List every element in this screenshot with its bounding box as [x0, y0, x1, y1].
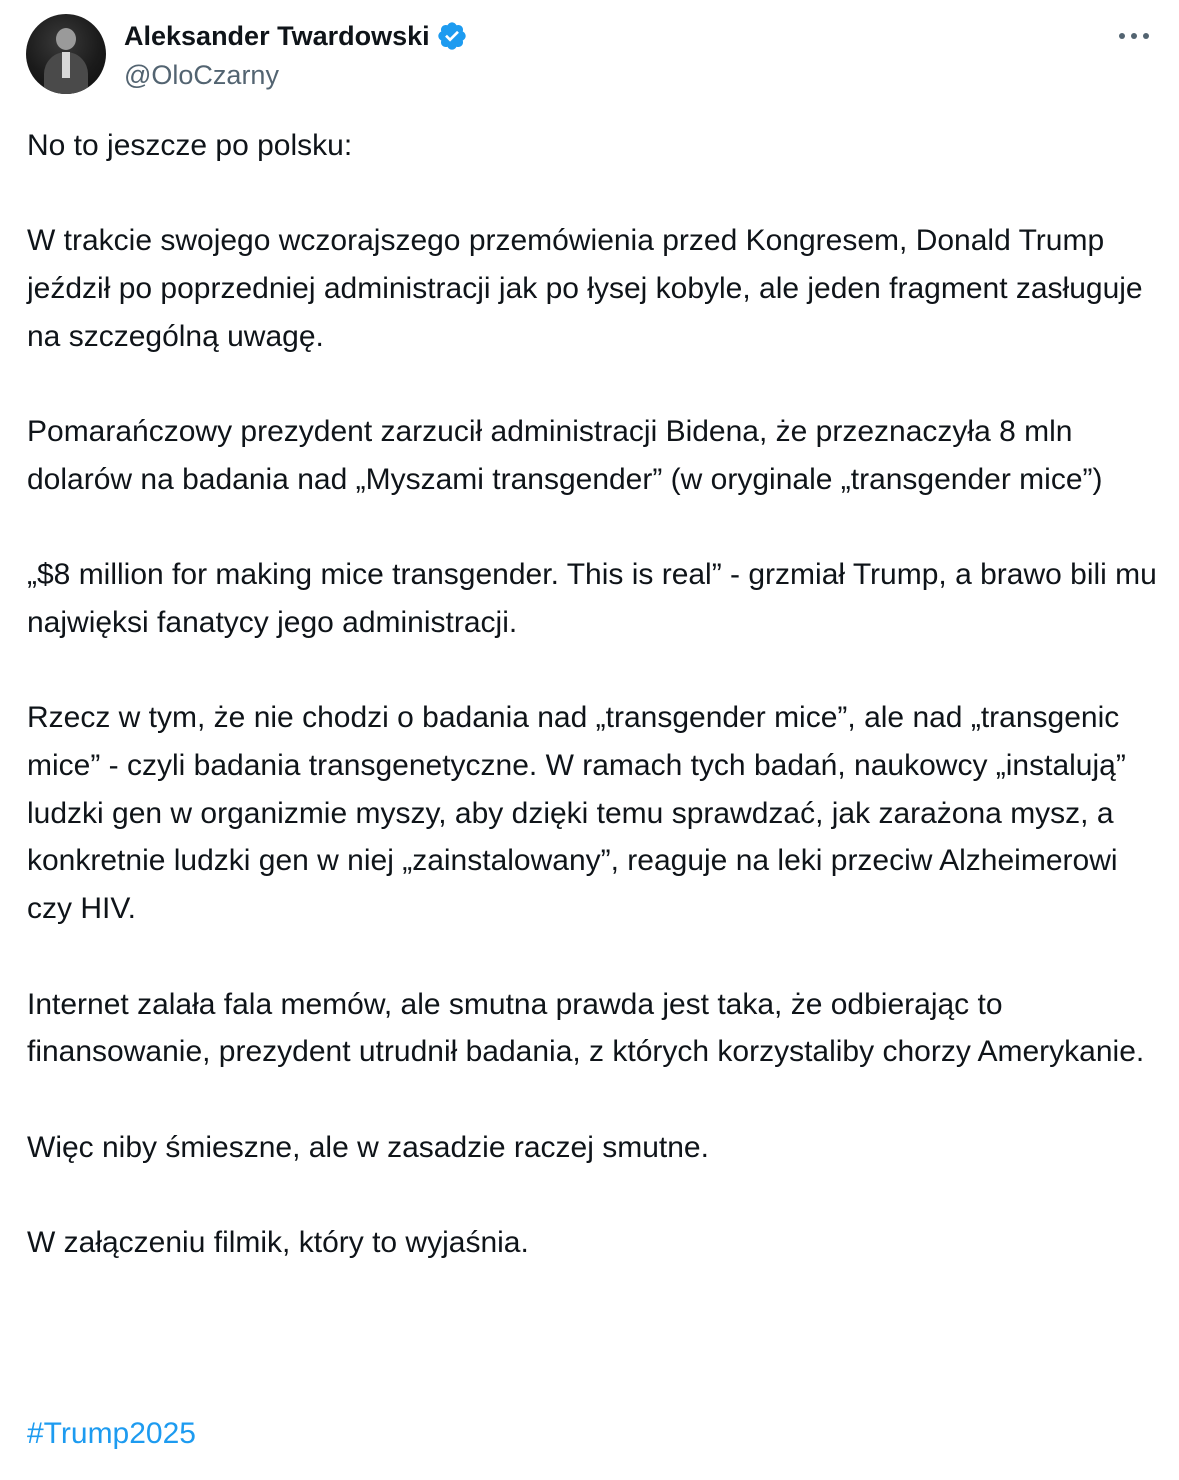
tweet-paragraph: Więc niby śmieszne, ale w zasadzie raczej smutne. [27, 1130, 709, 1164]
verified-badge-icon[interactable] [436, 20, 468, 52]
tweet-paragraph: „$8 million for making mice transgender. This is real” - grzmiał Trump, a brawo bili mu najwięksi fanatycy jego administracji. [27, 558, 1157, 639]
tweet-text [27, 122, 1162, 1314]
author-handle[interactable]: @OloCzarny [124, 60, 279, 90]
tweet-header [26, 14, 1156, 94]
more-horizontal-icon [1117, 31, 1151, 41]
hashtag-link[interactable]: #Trump2025 [27, 1417, 196, 1450]
tweet-paragraph: Rzecz w tym, że nie chodzi o badania nad „transgender mice”, ale nad „transgenic mice” - czyli badania transgenetyczne. W ramach tych badań, naukowcy „instalują” ludzki gen w organizmie myszy, aby dzięki temu sprawdzać, jak zarażona mysz, a konkretnie ludzki gen w niej „zainstalowany”, reaguje na leki przeciw Alzheimerowi czy HIV. [27, 701, 1126, 926]
author-display-name[interactable]: Aleksander Twardowski [124, 21, 430, 51]
more-options-button[interactable] [1112, 18, 1156, 54]
tweet-paragraph: Internet zalała fala memów, ale smutna prawda jest taka, że odbierając to finansowanie, prezydent utrudnił badania, z których korzystaliby chorzy Amerykanie. [27, 987, 1145, 1069]
tweet-paragraph: W trakcie swojego wczorajszego przemówienia przed Kongresem, Donald Trump jeździł po poprzedniej administracji jak po łysej kobyle, ale jeden fragment zasługuje na szczególną uwagę. [27, 224, 1143, 353]
tweet-paragraph: No to jeszcze po polsku: [27, 129, 353, 162]
avatar[interactable] [26, 14, 106, 94]
avatar-head-shape [56, 28, 76, 50]
avatar-collar-shape [62, 52, 70, 78]
tweet-paragraph: Pomarańczowy prezydent zarzucił administracji Bidena, że przeznaczyła 8 mln dolarów na badania nad „Myszami transgender” (w oryginale „transgender mice”) [27, 415, 1103, 496]
tweet-paragraph: W załączeniu filmik, który to wyjaśnia. [27, 1226, 529, 1260]
author-name-row [124, 18, 468, 54]
